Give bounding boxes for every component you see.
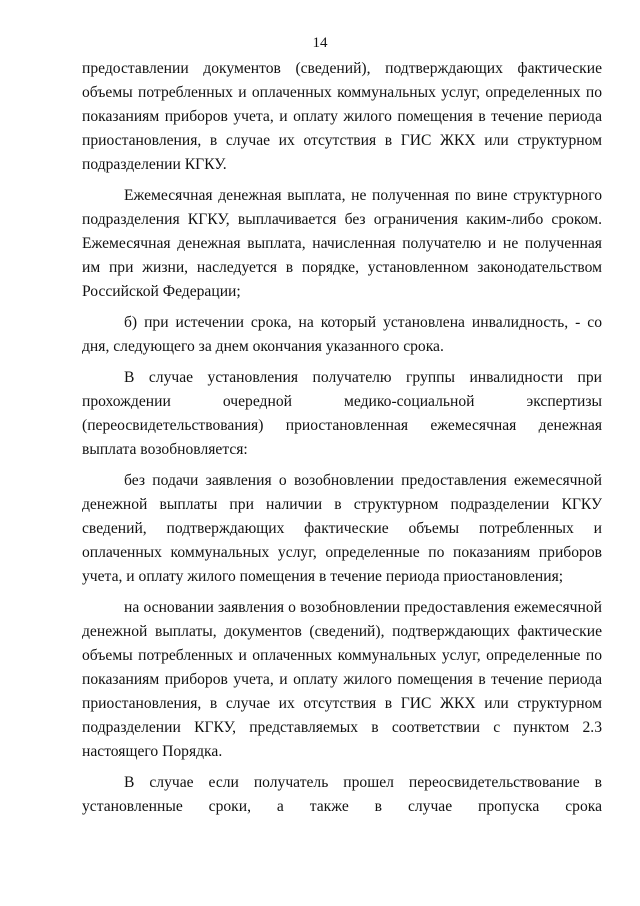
paragraph-4: В случае установления получателю группы инвалидности при прохождении очередной медико-социальной экспертизы (переосвидетельствования) приостановленная ежемесячная денежная выплата возобновляется: [82, 369, 602, 458]
paragraph-5: без подачи заявления о возобновлении предоставления ежемесячной денежной выплаты при наличии в структурном подразделении КГКУ сведений, подтверждающих фактические объемы потребленных и оплаченных коммунальных услуг, определенные по показаниям приборов учета, и оплату жилого помещения в течение периода приостановления; [82, 472, 602, 585]
paragraph-2: Ежемесячная денежная выплата, не полученная по вине структурного подразделения КГКУ, выплачивается без ограничения каким-либо сроком. Ежемесячная денежная выплата, начисленная получателю и не полученная им при жизни, наследуется в порядке, установленном законодательством Российской Федерации; [82, 187, 602, 300]
page-number: 14 [312, 35, 328, 51]
paragraph-7: В случае если получатель прошел переосвидетельствование в установленные сроки, а также в случае пропуска срока [82, 774, 602, 815]
document-body [82, 57, 602, 826]
paragraph-1: предоставлении документов (сведений), подтверждающих фактические объемы потребленных и оплаченных коммунальных услуг, определенных по показаниям приборов учета, и оплату жилого помещения в течение периода приостановления, в случае их отсутствия в ГИС ЖКХ или структурном подразделении КГКУ. [82, 60, 602, 173]
paragraph-6: на основании заявления о возобновлении предоставления ежемесячной денежной выплаты, документов (сведений), подтверждающих фактические объемы потребленных и оплаченных коммунальных услуг, определенные по показаниям приборов учета, и оплату жилого помещения в течение периода приостановления, в случае их отсутствия в ГИС ЖКХ или структурном подразделении КГКУ, представляемых в соответствии с пунктом 2.3 настоящего Порядка. [82, 599, 602, 760]
paragraph-3: б) при истечении срока, на который установлена инвалидность, - со дня, следующего за днем окончания указанного срока. [82, 314, 602, 355]
